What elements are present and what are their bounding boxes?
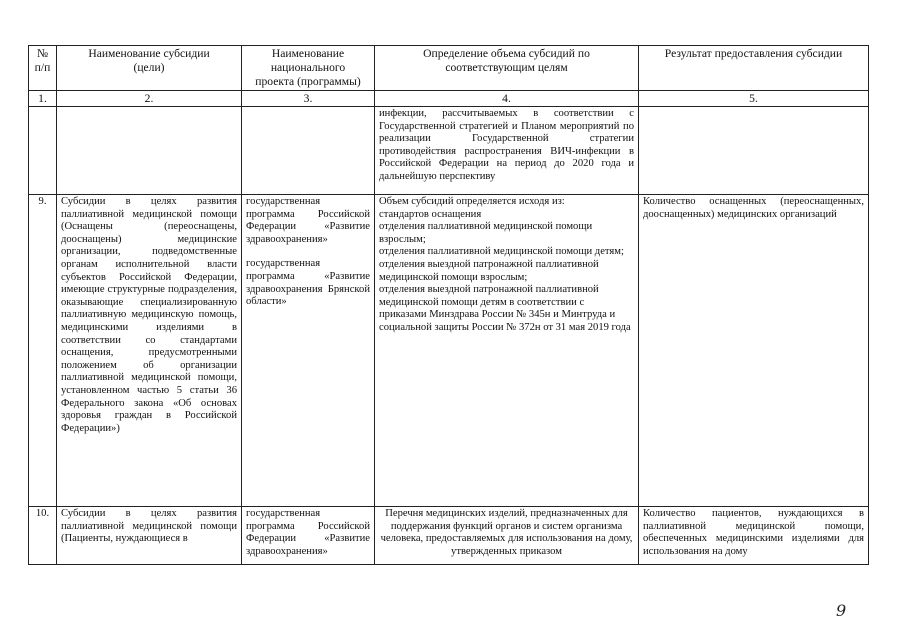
table-row-continuation (29, 107, 869, 195)
subsidy-name-cell (57, 107, 242, 195)
project-cell (242, 195, 375, 507)
header-number: № п/п (29, 46, 57, 91)
subsidy-name-cell: Субсидии в целях развития паллиативной медицинской помощи (Оснащены (переоснащены, дооснащены) медицинские организации, подведомственные органам исполнительной власти субъектов Российской Федерации, имеющие структурные подразделения, оказывающие специализированную паллиативную медицинскую помощь, медицинскими изделиями в соответствии со стандартами оснащения, предусмотренными положением об организации паллиативной медицинской помощи, установленном частью 5 статьи 36 Федерального закона «Об основах здоровья граждан в Российской Федерации») (57, 195, 242, 507)
result-cell: Количество пациентов, нуждающихся в паллиативной медицинской помощи, обеспеченных медицинскими изделиями для использования на дому (639, 507, 869, 565)
page-number: 9 (836, 601, 847, 620)
column-index: 4. (375, 91, 639, 107)
result-cell: Количество оснащенных (переоснащенных, дооснащенных) медицинских организаций (639, 195, 869, 507)
column-index: 5. (639, 91, 869, 107)
project-cell (242, 107, 375, 195)
column-index: 3. (242, 91, 375, 107)
project-name: государственная программа Российской Федерации «Развитие здравоохранения» (246, 196, 370, 245)
row-number: 9. (29, 195, 57, 507)
row-number (29, 107, 57, 195)
paragraph-gap (246, 246, 370, 258)
table-row-9 (29, 195, 869, 507)
subsidy-table (28, 45, 869, 565)
volume-definition-cell: Объем субсидий определяется исходя из: стандартов оснащения отделения паллиативной медицинской помощи взрослым; отделения паллиативной медицинской помощи детям; отделения выездной патронажной паллиативной медицинской помощи взрослым; отделения выездной патронажной паллиативной медицинской помощи детям в соответствии с приказами Минздрава России № 345н и Минтруда и социальной защиты России № 372н от 31 мая 2019 года (375, 195, 639, 507)
header-project-name: Наименование национального проекта (программы) (242, 46, 375, 91)
volume-definition-cell: инфекции, рассчитываемых в соответствии с Государственной стратегией и Планом мероприятий по реализации Государственной стратегии противодействия распространения ВИЧ-инфекции в Российской Федерации на период до 2020 года и дальнейшую перспективу (375, 107, 639, 195)
column-index: 1. (29, 91, 57, 107)
subsidy-name-cell: Субсидии в целях развития паллиативной медицинской помощи (Пациенты, нуждающиеся в (57, 507, 242, 565)
header-subsidy-name: Наименование субсидии (цели) (57, 46, 242, 91)
project-name: государственная программа «Развитие здравоохранения Брянской области» (246, 258, 370, 308)
table-header-row (29, 46, 869, 91)
project-cell: государственная программа Российской Федерации «Развитие здравоохранения» (242, 507, 375, 565)
table-row-10 (29, 507, 869, 565)
column-index-row (29, 91, 869, 107)
volume-definition-cell: Перечня медицинских изделий, предназначенных для поддержания функций органов и систем организма человека, предоставляемых для использования на дому, утвержденных приказом (375, 507, 639, 565)
column-index: 2. (57, 91, 242, 107)
header-volume-definition: Определение объема субсидий по соответствующим целям (375, 46, 639, 91)
result-cell (639, 107, 869, 195)
header-result: Результат предоставления субсидии (639, 46, 869, 91)
row-number: 10. (29, 507, 57, 565)
